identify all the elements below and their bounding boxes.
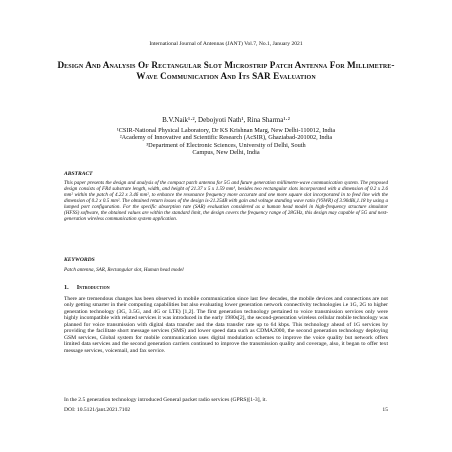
journal-header: International Journal of Antennas (JANT) Vol.7, No.1, January 2021 [149, 41, 303, 47]
section-heading [64, 284, 110, 291]
keywords-heading: KEYWORDS [64, 257, 95, 263]
section-number: 1. [64, 284, 69, 291]
keywords-text: Patch antenna, SAR, Rectangular slot, Human head model [64, 267, 184, 273]
section-title: Introduction [76, 284, 110, 291]
introduction-paragraph: There are tremendous changes has been observed in mobile communication since last few decades, the mobile devices and connections are not only getting smarter in their computing capabilities but also evaluating lower generation network connectivity technologies i.e 1G, 2G to higher generation technology (3G, 3.5G, and 4G or LTE) [1,2]. The first generation technology pertained to voice transmission services only were highly incompatible with related services it was introduced in the early 1980s[2], the second-generation wireless cellular mobile technology was planned for voice transmission with digital data transfer and the data transfer rate up to 64 kbps. This technology ahead of 1G services by providing the facilitate short message services (SMS) and lower speed data such as CDMA2000, the second generation technology deploying GSM services, Global system for mobile communication uses digital modulation schemes to improve the voice quality but network offers limited data services and the second generation carriers continued to improve the transmission quality and coverage, also, it began to offer text message services, voicemail, and fax service. [64, 296, 388, 354]
affiliation-line: ³Department of Electronic Sciences, University of Delhi, South [146, 141, 306, 149]
affiliation-line: Campus, New Delhi, India [192, 149, 260, 157]
page-number: 15 [382, 407, 388, 413]
affiliations [40, 127, 412, 157]
page-footer [64, 407, 388, 413]
abstract-text: This paper presents the design and analysis of the compact patch antenna for 5G and future generation millimetre-wave communication system. The proposed design consists of FR4 substrate length, width, and height of 21.37 x 5 x 1.59 mm³, besides two rectangular slots incorporated with a dimension of 0.2 x 2.6 mm² within the patch of 4.22 x 3.46 mm², to enhance the resonance frequency more accurate and one more square slot incorporated in to feed line with the dimension of 0.2 x 0.5 mm². The obtained return losses of the design is-21.25dB with gain and voltage standing wave ratio (VSWR) of 3.90dBi,1.18 by using a lumped port configuration. For the specific absorption rate (SAR) evaluation considered as a human head model in high-frequency structure simulator (HFSS) software, the obtained values are within the standard limit, the design covers the frequency range of 28GHz, this design may capable of 5G and next-generation wireless communication system application. [64, 180, 388, 222]
doi-text: DOI: 10.5121/jant.2021.7102 [64, 407, 131, 413]
abstract-heading: ABSTRACT [64, 171, 93, 177]
introduction-paragraph-2: In the 2.5 generation technology introduced General packet radio services (GPRS)[1-3], it. [64, 397, 267, 403]
paper-title: Design And Analysis Of Rectangular Slot Microstrip Patch Antenna For Millimetre-Wave Communication And Its SAR Evaluation [57, 60, 395, 82]
author-list: B.V.Naik¹·², Debojyoti Nath¹, Rina Sharma¹·² [162, 116, 290, 124]
affiliation-line: ²Academy of Innovative and Scientific Research (AcSIR), Ghaziabad-201002, India [119, 134, 333, 142]
affiliation-line: ¹CSIR-National Physical Laboratory, Dr KS Krishnan Marg, New Delhi-110012, India [116, 127, 336, 134]
